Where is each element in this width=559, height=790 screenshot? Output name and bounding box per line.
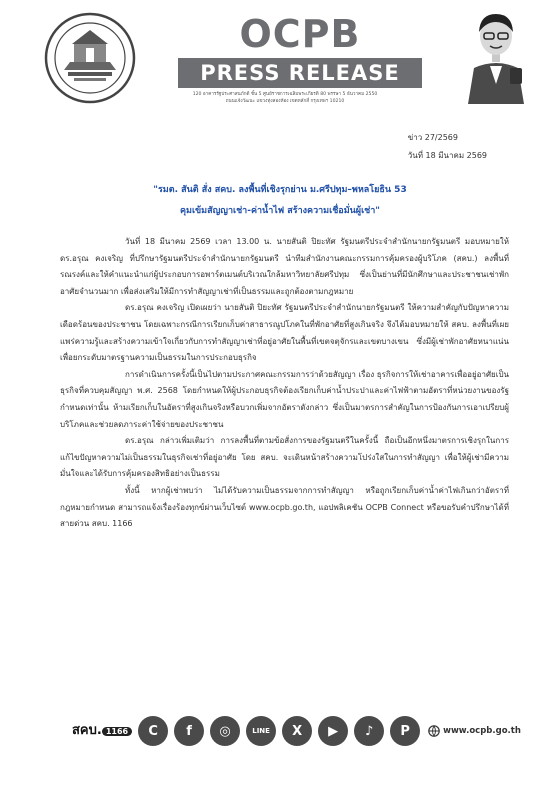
globe-icon: [428, 725, 440, 737]
ocpb-1166-logo: [72, 716, 132, 746]
release-date: วันที่ 18 มีนาคม 2569: [407, 151, 487, 160]
paragraph: ทั้งนี้ หากผู้เช่าพบว่า ไม่ได้รับความเป็นธรรมจากการทำสัญญา หรือถูกเรียกเก็บค่าน้ำค่าไฟเกินกว่าอัตราที่กฎหมายกำหนด สามารถแจ้งเรื่องร้องทุกข์ผ่านเว็บไซต์ www.ocpb.go.th, แอปพลิเคชัน OCPB Connect หรือขอรับคำปรึกษาได้ที่ สายด่วน สคบ. 1166: [60, 485, 509, 529]
agency-address: [120, 91, 450, 105]
hotline-number: 1166: [102, 727, 132, 736]
website-url: www.ocpb.go.th: [443, 726, 521, 736]
line-icon[interactable]: LINE: [246, 716, 276, 746]
release-meta: [408, 129, 487, 165]
x-icon[interactable]: X: [282, 716, 312, 746]
paragraph: ดร.อรุณ กล่าวเพิ่มเติมว่า การลงพื้นที่ตามข้อสั่งการของรัฐมนตรีในครั้งนี้ ถือเป็นอีกหนึ่งมาตรการเชิงรุกในการแก้ไขปัญหาความไม่เป็นธรรมในธุรกิจเช่าที่อยู่อาศัย โดย สคบ. จะเดินหน้าสร้างความโปร่งใสในการทำสัญญา เพื่อให้ผู้เช่ามีความมั่นใจและได้รับการคุ้มครองสิทธิอย่างเป็นธรรม: [60, 436, 509, 479]
press-release-header: [0, 0, 559, 110]
tiktok-icon[interactable]: ♪: [354, 716, 384, 746]
facebook-icon[interactable]: f: [174, 716, 204, 746]
paragraph: การดำเนินการครั้งนี้เป็นไปตามประกาศคณะกรรมการว่าด้วยสัญญา เรื่อง ธุรกิจการให้เช่าอาคารเพื่ออยู่อาศัยเป็นธุรกิจที่ควบคุมสัญญา พ.ศ. 2568 โดยกำหนดให้ผู้ประกอบธุรกิจต้องเรียกเก็บค่าน้ำประปาและค่าไฟฟ้าตามอัตราที่หน่วยงานของรัฐกำหนดเท่านั้น ห้ามเรียกเก็บในอัตราที่สูงเกินจริงหรือบวกเพิ่มจากอัตราดังกล่าว ซึ่งเป็นมาตรการสำคัญในการป้องกันการเอาเปรียบผู้บริโภคและช่วยลดภาระค่าใช้จ่ายของประชาชน: [60, 369, 509, 429]
paragraph: วันที่ 18 มีนาคม 2569 เวลา 13.00 น. นายสันติ ปิยะทัศ รัฐมนตรีประจำสำนักนายกรัฐมนตรี มอบหมายให้ ดร.อรุณ คงเจริญ ที่ปรึกษารัฐมนตรีประจำสำนักนายกรัฐมนตรี นำทีมสำนักงานคณะกรรมการคุ้มครองผู้บริโภค (สคบ.) ลงพื้นที่รณรงค์และให้คำแนะนำแก่ผู้ประกอบการอพาร์ตเมนต์บริเวณใกล้มหาวิทยาลัยศรีปทุม ซึ่งเป็นย่านที่มีนักศึกษาและประชาชนเช่าพักอาศัยจำนวนมาก เพื่อส่งเสริมให้มีการทำสัญญาเช่าที่เป็นธรรมและถูกต้องตามกฎหมาย: [60, 237, 509, 296]
logo-text: สคบ.: [72, 723, 102, 738]
pantip-icon[interactable]: P: [390, 716, 420, 746]
paragraph: ดร.อรุณ คงเจริญ เปิดเผยว่า นายสันติ ปิยะทัศ รัฐมนตรีประจำสำนักนายกรัฐมนตรี ให้ความสำคัญกับปัญหาความเดือดร้อนของประชาชน โดยเฉพาะกรณีการเรียกเก็บค่าสาธารณูปโภคในที่พักอาศัยที่สูงเกินจริง จึงได้มอบหมายให้ สคบ. ลงพื้นที่เผยแพร่ความรู้และสร้างความเข้าใจเกี่ยวกับการทำสัญญาเช่าที่อยู่อาศัยในพื้นที่เขตจตุจักรและเขตบางเขน ซึ่งมีผู้เช่าพักอาศัยหนาแน่น เพื่อยกระดับมาตรฐานความเป็นธรรมในการประกอบธุรกิจ: [60, 303, 509, 363]
mascot-illustration: [460, 4, 532, 108]
headline-line-1: "รมต. สันติ สั่ง สคบ. ลงพื้นที่เชิงรุกย่าน ม.ศรีปทุม–พหลโยธิน 53: [153, 185, 407, 195]
headline-line-2: คุมเข้มสัญญาเช่า-ค่าน้ำไฟ สร้างความเชื่อมั่นผู้เช่า": [180, 206, 380, 216]
press-release-label: PRESS RELEASE: [178, 58, 422, 88]
social-footer: [72, 713, 521, 749]
instagram-icon[interactable]: ◎: [210, 716, 240, 746]
headline: [60, 180, 500, 222]
address-line-2: ถนนแจ้งวัฒนะ แขวงทุ่งสองห้อง เขตหลักสี่ กรุงเทพฯ 10210: [225, 99, 345, 104]
ocpb-connect-icon[interactable]: C: [138, 716, 168, 746]
address-line-1: 120 อาคารรัฐประศาสนภักดี ชั้น 5 ศูนย์ราชการเฉลิมพระเกียรติ 80 พรรษา 5 ธันวาคม 2550: [192, 92, 378, 97]
release-number: ข่าว 27/2569: [407, 133, 458, 142]
website-link[interactable]: [428, 725, 521, 737]
brand-block: [150, 14, 450, 88]
brand-title: OCPB: [239, 12, 361, 56]
article-body: [60, 234, 509, 533]
youtube-icon[interactable]: ▶: [318, 716, 348, 746]
